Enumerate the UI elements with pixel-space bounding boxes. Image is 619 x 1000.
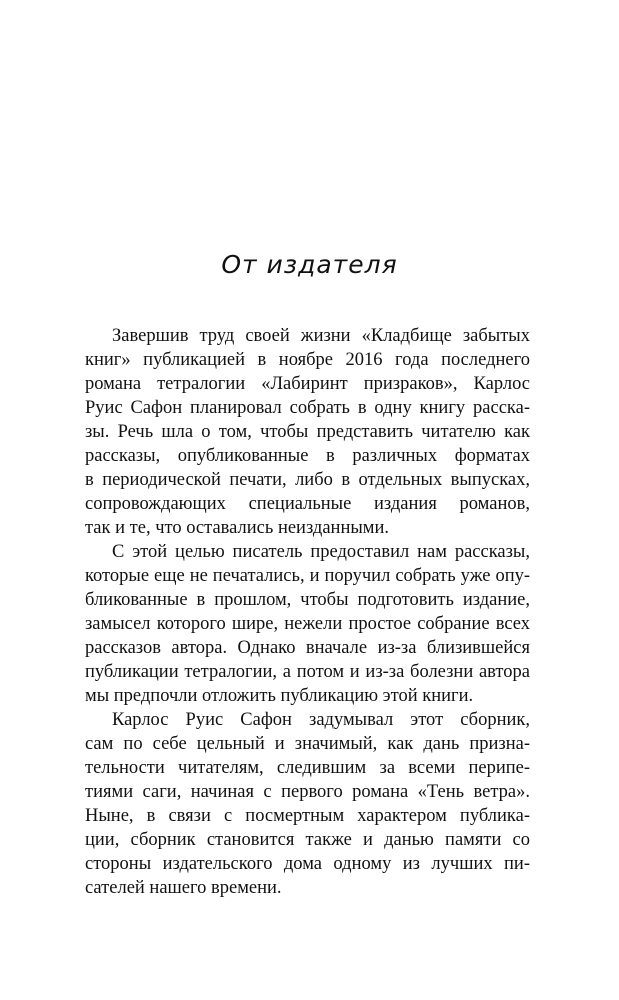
text-line: Руис Сафон планировал собрать в одну книгу расска- [85, 398, 530, 418]
text-line: рассказов автора. Однако вначале из-за близившейся [85, 638, 530, 658]
text-line: мы предпочли отложить публикацию этой книги. [85, 686, 474, 706]
text-line: Карлос Руис Сафон задумывал этот сборник, [112, 710, 530, 730]
text-line: так и те, что оставались неизданными. [85, 518, 390, 538]
text-line: тиями саги, начиная с первого романа «Тень ветра». [85, 782, 530, 802]
text-line: Ныне, в связи с посмертным характером публика- [85, 806, 530, 826]
text-line: зы. Речь шла о том, чтобы представить читателю как [85, 422, 530, 442]
text-line: книг» публикацией в ноябре 2016 года последнего [85, 350, 530, 370]
text-line: стороны издательского дома одному из лучших пи- [85, 854, 530, 874]
chapter-heading: От издателя [221, 250, 398, 279]
text-line: Завершив труд своей жизни «Кладбище забытых [112, 326, 530, 346]
text-line: замысел которого шире, нежели простое собрание всех [85, 614, 530, 634]
text-line: тельности читателям, следившим за всеми перипе- [85, 758, 530, 778]
text-line: бликованные в прошлом, чтобы подготовить издание, [85, 590, 530, 610]
text-line: сам по себе цельный и значимый, как дань призна- [85, 734, 530, 754]
text-line: которые еще не печатались, и поручил собрать уже опу- [85, 566, 530, 586]
text-line: ции, сборник становится также и данью памяти со [85, 830, 530, 850]
text-line: рассказы, опубликованные в различных форматах [85, 446, 530, 466]
text-line: в периодической печати, либо в отдельных выпусках, [85, 470, 530, 490]
text-line: сопровождающих специальные издания романов, [85, 494, 530, 514]
text-line: романа тетралогии «Лабиринт призраков», Карлос [85, 374, 530, 394]
text-line: сателей нашего времени. [85, 878, 282, 898]
text-line: С этой целью писатель предоставил нам рассказы, [112, 542, 530, 562]
text-line: публикации тетралогии, а потом и из-за болезни автора [85, 662, 530, 682]
